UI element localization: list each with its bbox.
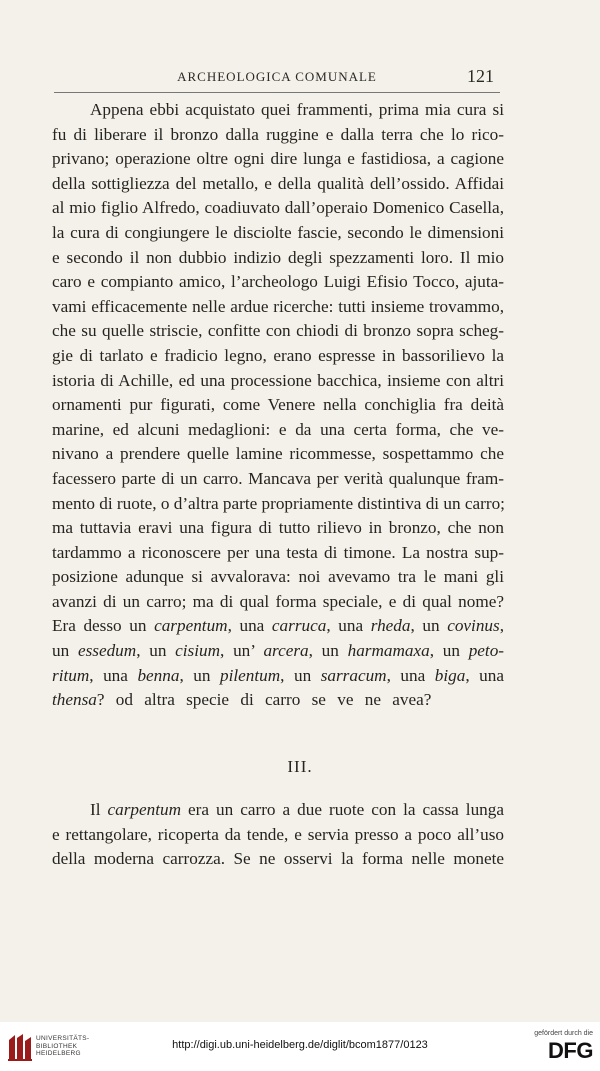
page-number: 121 [467,66,494,86]
text-line: posizione adunque si avvalorava: noi avevamo tra le mani gli [52,567,504,587]
permalink-url[interactable]: http://digi.ub.uni-heidelberg.de/diglit/bcom1877/0123 [172,1039,428,1051]
text-line: ma tuttavia eravi una figura di tutto rilievo in bronzo, che non [52,518,504,538]
text-line: marine, ed alcuni medaglioni: e da una certa forma, che ve- [52,419,504,439]
paragraph-2 [52,798,504,872]
text-line: al mio figlio Alfredo, coadiuvato dall’operaio Domenico Casella, [52,198,504,218]
text-line: che su quelle striscie, confitte con chiodi di bronzo sopra scheg- [52,321,504,341]
text-line: un essedum, un cisium, un’ arcera, un harmamaxa, un peto- [52,641,505,661]
running-title: ARCHEOLOGICA COMUNALE [177,69,377,84]
dfg-logo-icon: DFG [548,1038,593,1063]
text-line: facessero parte di un carro. Mancava per verità qualunque fram- [52,468,504,488]
viewer-footer [0,1022,600,1071]
text-line: privano; operazione oltre ogni dire lunga e fastidiosa, a cagione [52,149,504,169]
paragraph-1 [52,98,504,713]
text-line: tardammo a riconoscere per una testa di timone. La nostra sup- [52,542,504,562]
text-line: e secondo il non dubbio indizio degli spezzamenti loro. Il mio [52,247,504,267]
funding-text: gefördert durch die [534,1030,593,1037]
text-line: mento di ruote, o d’altra parte propriamente distintiva di un carro; [52,493,505,513]
text-line: la cura di congiungere le disciolte fascie, secondo le dimensioni [52,222,504,242]
library-name: UNIVERSITÄTS- BIBLIOTHEK HEIDELBERG [36,1035,90,1057]
text-line: avanzi di un carro; ma di qual forma speciale, e di qual nome? [52,591,504,611]
text-line: nivano a prendere quelle lamine ricommesse, sospettammo che [52,444,504,464]
text-line: ritum, una benna, un pilentum, un sarracum, una biga, una [52,665,504,685]
text-line: Appena ebbi acquistato quei frammenti, prima mia cura si [90,100,504,119]
text-line: gie di tarlato e fradicio legno, erano espresse in bassorilievo la [52,345,504,365]
text-line: ornamenti pur figurati, come Venere nella conchiglia fra deità [52,395,504,415]
running-header [54,66,500,92]
header-rule [54,92,500,93]
text-line: caro e compianto amico, l’archeologo Luigi Efisio Tocco, ajuta- [52,272,504,292]
section-heading: III. [287,757,313,776]
text-line: Il carpentum era un carro a due ruote con la cassa lunga [90,800,504,819]
text-line: vami efficacemente nelle ardue ricerche: tutti insieme trovammo, [52,296,504,316]
text-line: istoria di Achille, ed una processione bacchica, insieme con altri [52,370,504,390]
text-line: fu di liberare il bronzo dalla ruggine e dalla terra che lo rico- [52,124,504,144]
text-line: thensa? od altra specie di carro se ve ne avea? [52,690,432,710]
text-line: della sottigliezza del metallo, e della qualità dell’ossido. Affidai [52,173,504,193]
text-line: Era desso un carpentum, una carruca, una rheda, un covinus, [52,616,504,636]
text-line: e rettangolare, ricoperta da tende, e servia presso a poco all’uso [52,824,504,844]
text-line: della moderna carrozza. Se ne osservi la forma nelle monete [52,849,504,869]
funding-notice [525,1030,593,1062]
